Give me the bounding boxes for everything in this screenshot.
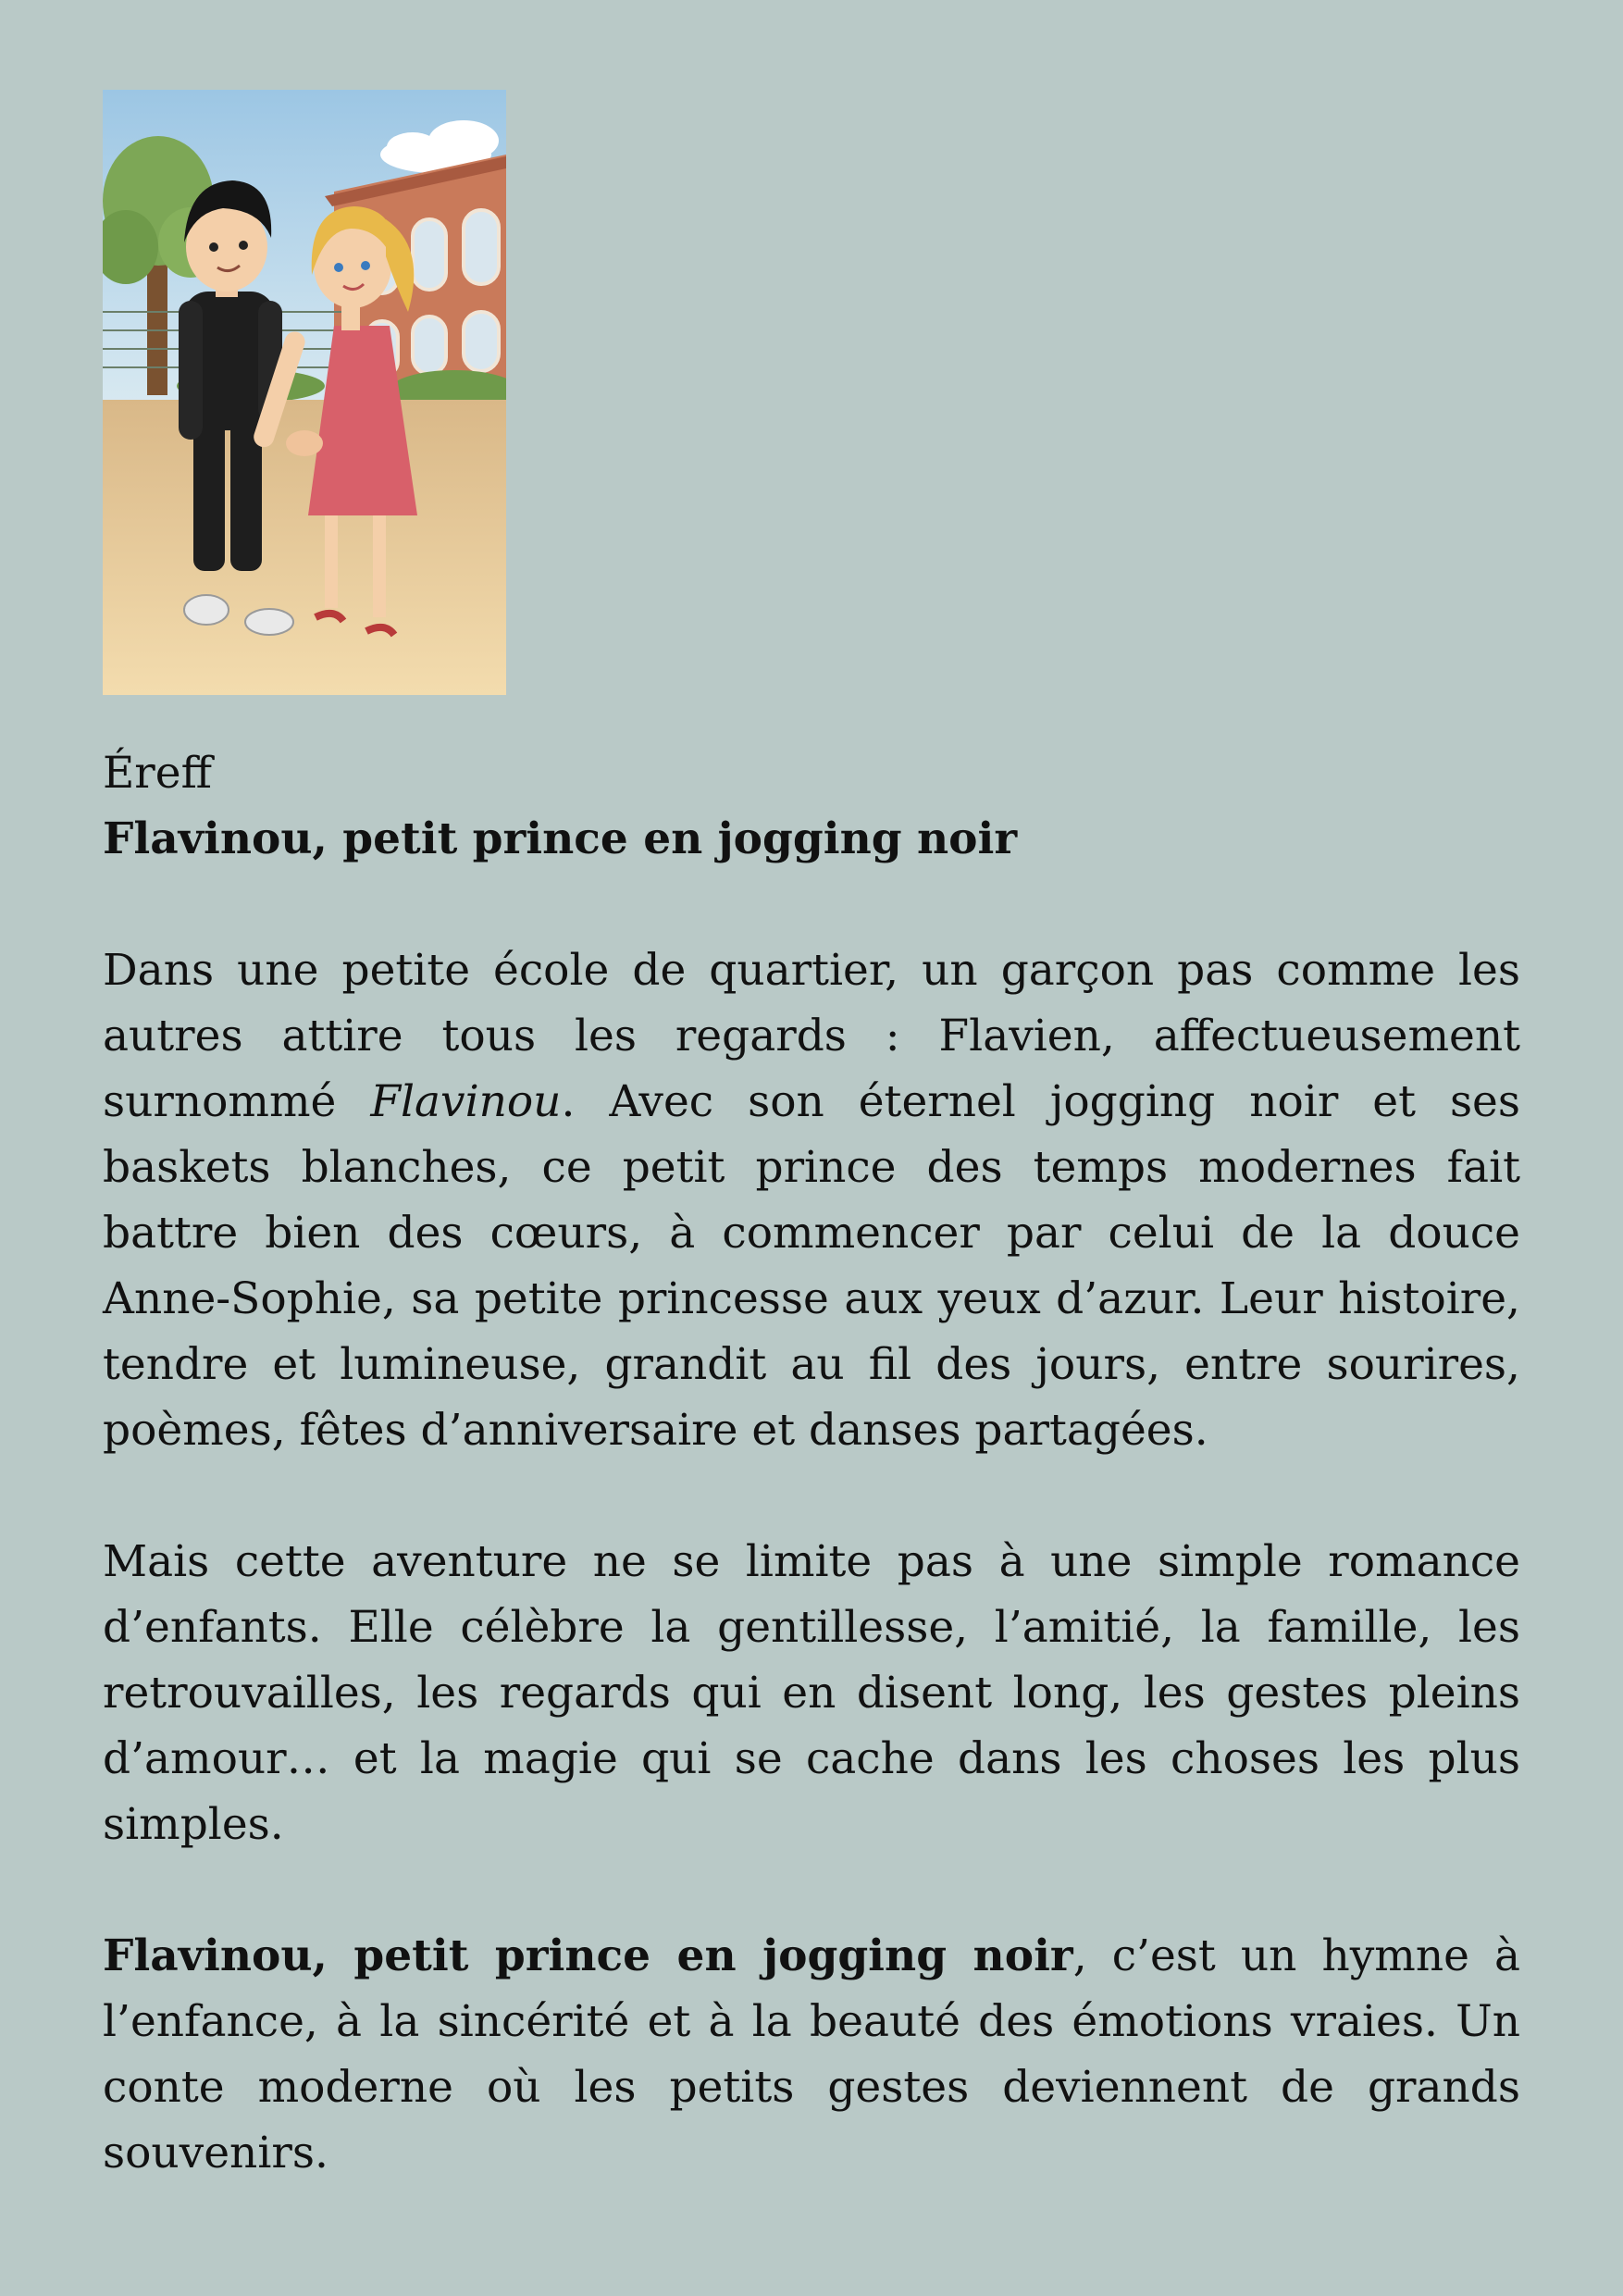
back-cover-text [103,740,1520,2186]
book-title: Flavinou, petit prince en jogging noir [103,813,1018,864]
joined-hands [286,430,323,456]
summary-paragraph-2: Mais cette aventure ne se limite pas à une simple romance d’enfants. Elle célèbre la gentillesse, l’amitié, la famille, les retrouvailles, les regards qui en disent long, les gestes pleins d’amour… et la magie qui se cache dans les choses les plus simples. [103,1536,1520,1850]
nickname: Flavinou [370,1076,562,1127]
summary-paragraph-3 [103,1923,1520,2186]
summary-paragraph-1 [103,937,1520,1463]
paragraph-1-text-a: Dans une petite école de quartier, un garçon pas comme les autres attire tous les regards : Flavien, affectueusement surnommé [103,945,1520,1127]
title-mention: Flavinou, petit prince en jogging noir [103,1930,1073,1981]
paragraph-1-text-b: . Avec son éternel jogging noir et ses baskets blanches, ce petit prince des temps modernes fait battre bien des cœurs, à commencer par celui de la douce Anne-Sophie, sa petite princesse aux yeux d’azur. Leur histoire, tendre et lumineuse, grandit au fil des jours, entre sourires, poèmes, fêtes d’anniversaire et danses partagées. [103,1076,1520,1456]
cover-illustration [103,90,506,695]
paragraph-3-text: , c’est un hymne à l’enfance, à la sincérité et à la beauté des émotions vraies. Un conte moderne où les petits gestes deviennent de grands souvenirs. [103,1930,1520,2178]
cover-illustration-svg [103,90,506,695]
author-name: Éreff [103,748,212,799]
